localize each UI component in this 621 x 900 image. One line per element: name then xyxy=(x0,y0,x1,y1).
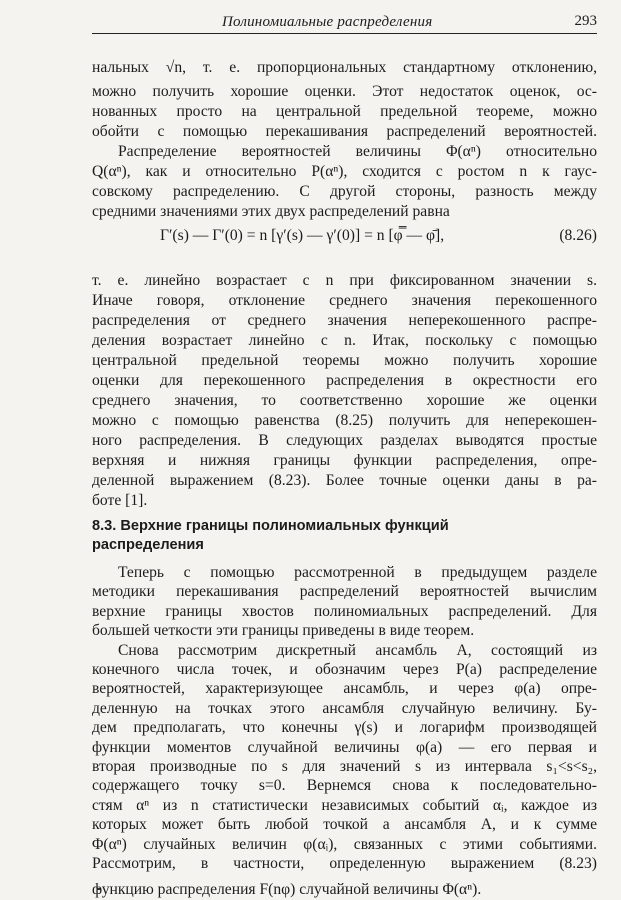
text-line: Q(αⁿ), как и относительно P(αⁿ), сходится с ростом n к гаус- xyxy=(92,163,597,180)
text-line: обойти с помощью перекашивания распределений вероятностей. xyxy=(92,123,597,140)
text-line: Теперь с помощью рассмотренной в предыдущем разделе xyxy=(118,564,597,581)
text-line: которых может быть любой точкой a ансамбля A, и к сумме xyxy=(92,816,597,834)
text-line: деления возрастает линейно с n. Итак, поскольку с помощью xyxy=(92,332,597,349)
text-line: функцию распределения F(nφ) случайной величины Φ(αⁿ). xyxy=(92,881,482,898)
text-line: большей четкости эти границы приведены в виде теорем. xyxy=(92,622,475,640)
text-line: среднего значения, то соответственно хорошие же оценки xyxy=(92,392,597,409)
text-line: Снова рассмотрим дискретный ансамбль A, состоящий из xyxy=(118,641,597,659)
text-line: деленной выражением (8.23). Более точные оценки даны в ра- xyxy=(92,472,597,489)
text-line: Φ(αⁿ) случайных величин φ(αᵢ), связанных с этими событиями. xyxy=(92,835,597,853)
section-heading: распределения xyxy=(92,537,204,553)
text-line: верхняя и нижняя границы функции распределения, опре- xyxy=(92,452,597,469)
text-line: содержащего точку s=0. Вернемся снова к последовательно- xyxy=(92,777,597,795)
text-line: дем предполагать, что конечны γ(s) и логарифм производящей xyxy=(92,719,597,737)
text-line: центральной предельной теоремы можно получить хорошие xyxy=(92,352,597,369)
text-line: Иначе говоря, отклонение среднего значения перекошенного xyxy=(92,292,597,309)
text-line: можно с помощью равенства (8.25) получить для неперекошен- xyxy=(92,412,597,429)
running-title: Полиномиальные распределения xyxy=(222,14,433,30)
equation-8-26: Γ′(s) — Γ′(0) = n [γ′(s) — γ′(0)] = n [φ̿ — φ̄], xyxy=(160,227,445,244)
text-line: стям αⁿ из n статистически независимых событий αᵢ, каждое из xyxy=(92,796,597,814)
text-line: нованных просто на центральной предельной теореме, можно xyxy=(92,103,597,120)
text-line: верхние границы хвостов полиномиальных распределений. Для xyxy=(92,602,597,620)
text-line: можно получить хорошие оценки. Этот недостаток оценок, ос- xyxy=(92,83,597,100)
text-line: конечного числа точек, и обозначим через P(a) распределение xyxy=(92,661,597,678)
text-line: средними значениями этих двух распределений равна xyxy=(92,203,450,220)
text-line: боте [1]. xyxy=(92,492,148,509)
text-line: Распределение вероятностей величины Φ(αⁿ) относительно xyxy=(118,143,597,160)
text-line: функции моментов случайной величины φ(a) — его первая и xyxy=(92,738,597,756)
text-line: вторая производные по s для значений s из интервала s₁<s<s₂, xyxy=(92,758,597,775)
section-heading: 8.3. Верхние границы полиномиальных функций xyxy=(92,518,449,534)
text-line: вероятностей, характеризующее ансамбль, и через φ(a) опре- xyxy=(92,680,597,698)
page-number: 293 xyxy=(574,13,597,29)
running-header xyxy=(92,9,597,34)
equation-number: (8.26) xyxy=(559,227,597,244)
text-line: распределения от среднего значения неперекошенного распре- xyxy=(92,312,597,329)
text-line: оценки для перекошенного распределения в окрестности его xyxy=(92,372,597,389)
text-line: методики перекашивания распределений вероятностей вычислим xyxy=(92,583,597,601)
text-line: т. е. линейно возрастает с n при фиксированном значении s. xyxy=(92,272,597,289)
text-line: ного распределения. В следующих разделах выводятся простые xyxy=(92,432,597,449)
text-line: Рассмотрим, в частности, определенную выражением (8.23) xyxy=(92,855,597,872)
text-line: деленную на точках этого ансамбля случайную величину. Бу- xyxy=(92,699,597,717)
text-line: совскому распределению. С другой стороны, разность между xyxy=(92,183,597,200)
text-line: нальных √n, т. е. пропорциональных стандартному отклонению, xyxy=(92,59,597,76)
